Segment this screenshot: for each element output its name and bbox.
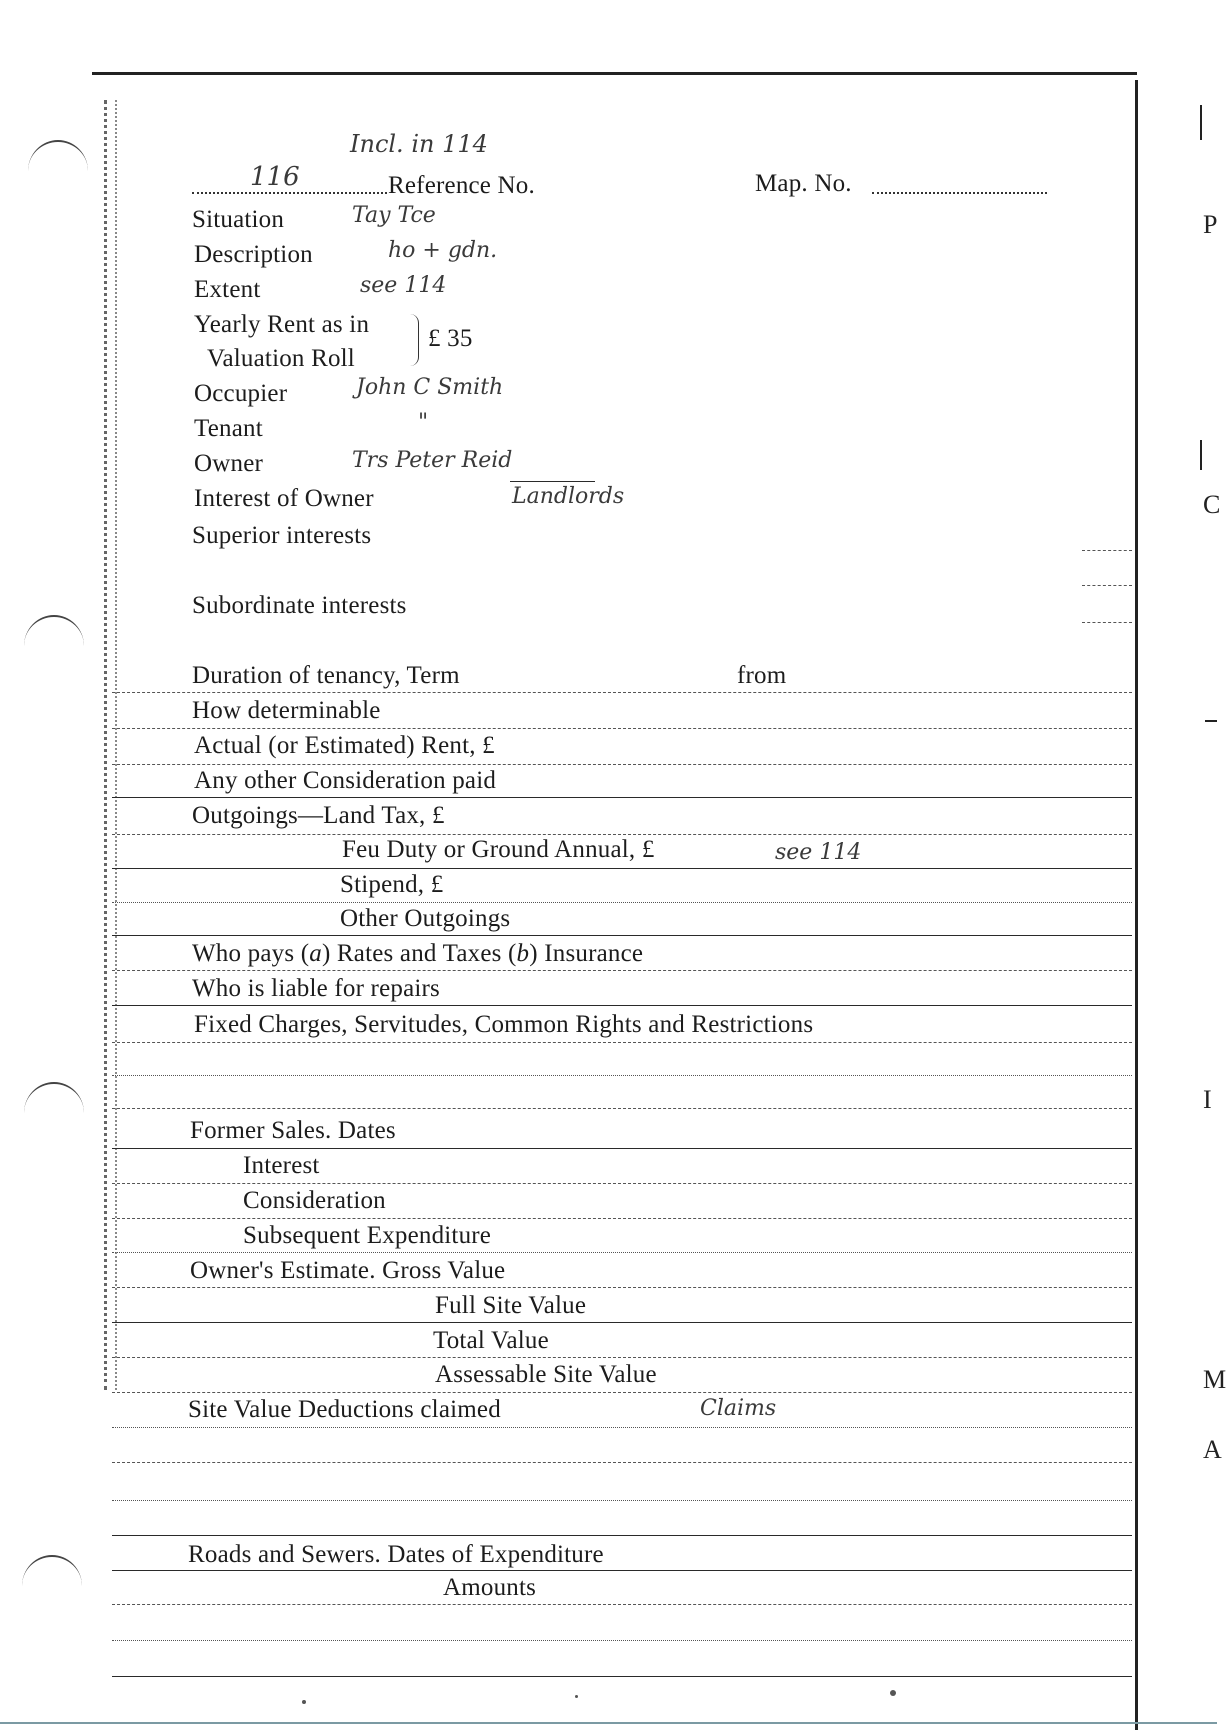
handwritten-situation: Tay Tce [352,203,436,228]
map-number-label: Map. No. [755,170,852,197]
ruled-line [112,1005,1132,1006]
left-binding-edge [104,100,117,1390]
hole-punch-mark [22,1555,82,1617]
scan-speck [302,1700,306,1704]
ruled-line [112,728,1132,729]
handwritten-feu-duty: see 114 [775,840,862,865]
ruled-line [112,1462,1132,1463]
other-consideration-label: Any other Consideration paid [194,767,497,794]
ruled-line [1082,585,1132,586]
handwritten-site-value-deductions: Claims [700,1396,777,1421]
ruled-line [112,1322,1132,1323]
ruled-line [112,1535,1132,1536]
subsequent-expenditure-label: Subsequent Expenditure [243,1222,492,1249]
how-determinable-label: How determinable [192,697,381,724]
ruled-line [1082,622,1132,623]
ruled-line [112,1500,1132,1501]
who-pays-mid: ) Rates and Taxes ( [321,940,517,967]
adjacent-page-letter: C [1203,490,1221,519]
who-pays-b: b [516,940,530,967]
handwritten-tenant: " [418,410,429,435]
handwritten-description: ho + gdn. [388,238,498,263]
occupier-label: Occupier [194,380,288,407]
handwritten-interest-of-owner: Landlords [512,484,625,509]
hole-punch-mark [24,1082,84,1144]
ruled-line [112,868,1132,869]
former-sales-interest-label: Interest [243,1152,320,1179]
ruled-line [112,764,1132,765]
actual-rent-label: Actual (or Estimated) Rent, £ [194,732,495,759]
ruled-line [112,797,1132,798]
ruled-line [112,970,1132,971]
roads-sewers-amounts-label: Amounts [443,1574,537,1601]
full-site-value-label: Full Site Value [435,1292,587,1319]
total-value-label: Total Value [433,1327,549,1354]
ruled-line [1082,550,1132,551]
who-liable-repairs-label: Who is liable for repairs [192,975,440,1002]
owners-estimate-gross-value-label: Owner's Estimate. Gross Value [190,1257,506,1284]
adjacent-page-letter: I [1203,1085,1212,1114]
map-number-dotted-line [872,192,1047,194]
situation-label: Situation [192,206,285,233]
ruled-line [112,834,1132,835]
handwritten-owner: Trs Peter Reid [352,448,513,473]
ruled-line [112,935,1132,936]
handwritten-incl-note: Incl. in 114 [350,130,488,158]
outgoings-land-tax-label: Outgoings—Land Tax, £ [192,802,445,829]
description-label: Description [194,241,313,268]
ruled-line [112,1287,1132,1288]
from-label: from [737,662,787,689]
ruled-line [112,1570,1132,1571]
ruled-line [112,1640,1132,1641]
who-pays-prefix: Who pays ( [192,940,310,967]
hole-punch-mark [28,140,88,202]
handwritten-reference-number: 116 [250,162,300,192]
page-top-edge [92,72,1137,75]
feu-duty-label: Feu Duty or Ground Annual, £ [342,836,655,863]
ruled-line [112,1148,1132,1149]
ruled-line [112,1392,1132,1393]
adjacent-page-letter: M [1203,1365,1226,1394]
ruled-line [112,1252,1132,1253]
ruled-line [112,1183,1132,1184]
scan-speck [575,1695,578,1698]
extent-label: Extent [194,276,261,303]
who-pays-suffix: ) Insurance [529,940,644,967]
subordinate-interests-label: Subordinate interests [192,592,407,619]
yearly-rent-brace [410,314,419,366]
adjacent-page-letter: P [1203,210,1218,239]
ruled-line [112,1218,1132,1219]
site-value-deductions-label: Site Value Deductions claimed [188,1396,501,1423]
who-pays-a: a [309,940,322,967]
ruled-line [112,1604,1132,1605]
reference-number-dotted-line [192,192,387,194]
adjacent-page-letter: A [1203,1435,1222,1464]
assessable-site-value-label: Assessable Site Value [435,1361,657,1388]
ruled-line [112,1357,1132,1358]
page-spine-edge [1135,80,1138,1730]
fixed-charges-label: Fixed Charges, Servitudes, Common Rights and Restrictions [194,1011,814,1038]
other-outgoings-label: Other Outgoings [340,905,511,932]
hole-punch-mark [24,615,84,677]
who-pays-label [192,940,643,968]
reference-number-label: Reference No. [388,172,535,199]
roads-sewers-dates-label: Roads and Sewers. Dates of Expenditure [188,1541,604,1568]
handwritten-yearly-rent: £ 35 [428,325,473,352]
ruled-line [112,1075,1132,1076]
ruled-line [112,1676,1132,1677]
owner-underline [510,481,595,482]
yearly-rent-label-line1: Yearly Rent as in [194,311,370,338]
adjacent-page-mark [1200,440,1202,470]
duration-of-tenancy-label: Duration of tenancy, Term [192,662,460,689]
ruled-line [112,692,1132,693]
ruled-line [112,1427,1132,1428]
ruled-line [112,902,1132,903]
superior-interests-label: Superior interests [192,522,372,549]
stipend-label: Stipend, £ [340,871,444,898]
scan-speck [890,1690,896,1696]
scan-bottom-edge [0,1722,1217,1724]
tenant-label: Tenant [194,415,263,442]
ruled-line [112,1108,1132,1109]
interest-of-owner-label: Interest of Owner [194,485,374,512]
handwritten-extent: see 114 [360,273,447,298]
adjacent-page-mark [1200,105,1202,140]
adjacent-page-mark [1205,720,1217,722]
yearly-rent-label-line2: Valuation Roll [207,345,355,372]
former-sales-dates-label: Former Sales. Dates [190,1117,396,1144]
owner-label: Owner [194,450,264,477]
former-sales-consideration-label: Consideration [243,1187,386,1214]
ruled-line [112,1042,1132,1043]
handwritten-occupier: John C Smith [356,375,504,400]
